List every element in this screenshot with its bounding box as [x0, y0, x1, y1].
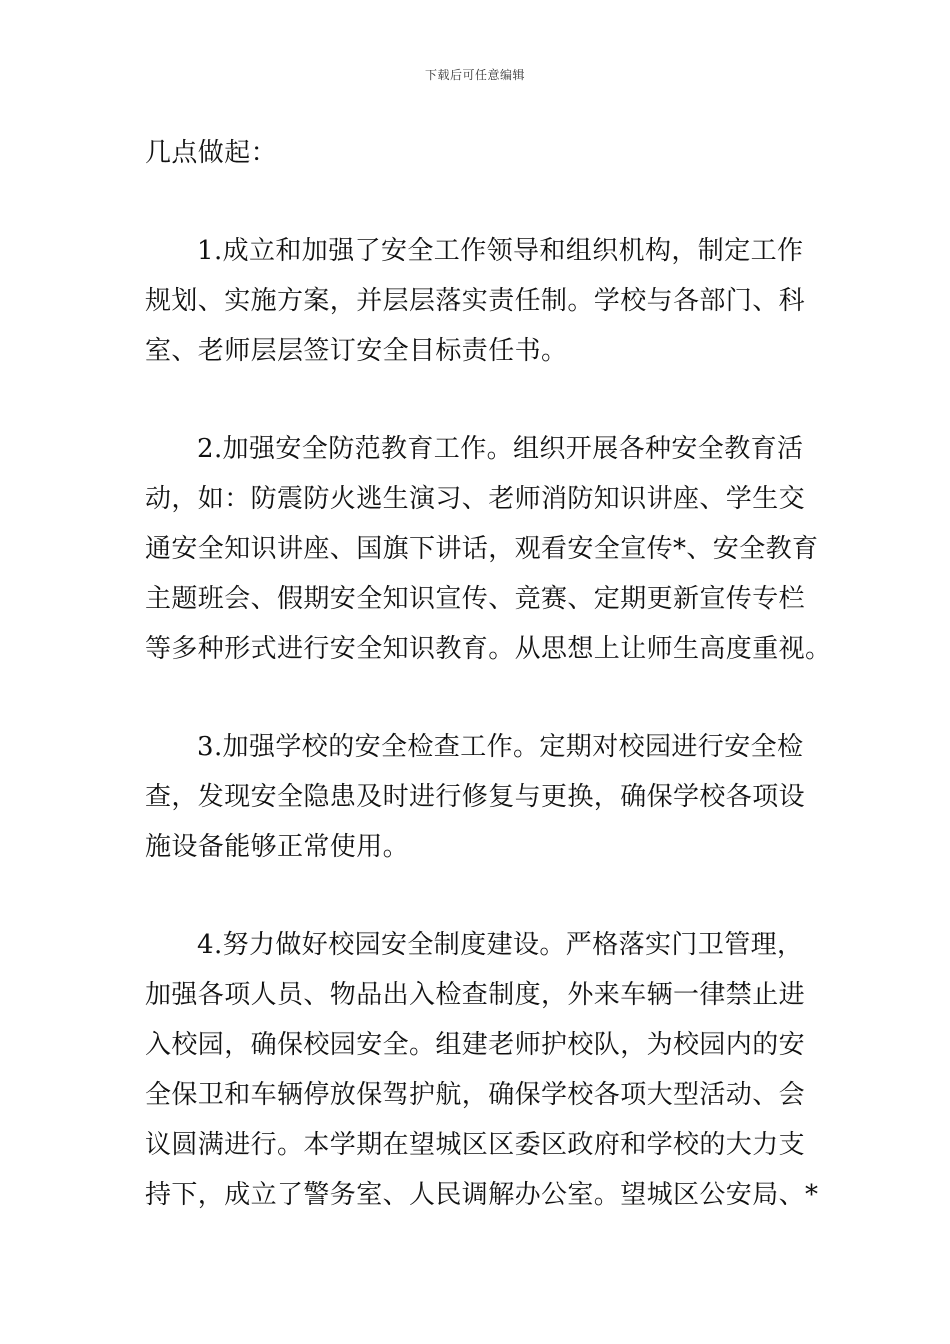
text-line: 入校园，确保校园安全。组建老师护校队，为校园内的安	[145, 1030, 806, 1060]
text-line: 4.努力做好校园安全制度建设。严格落实门卫管理，	[197, 930, 804, 960]
text-line: 3.加强学校的安全检查工作。定期对校园进行安全检	[197, 732, 804, 762]
text-line: 动，如：防震防火逃生演习、老师消防知识讲座、学生交	[145, 484, 806, 514]
text-line: 室、老师层层签订安全目标责任书。	[145, 336, 568, 366]
text-line: 等多种形式进行安全知识教育。从思想上让师生高度重视。	[145, 634, 832, 664]
text-line: 加强各项人员、物品出入检查制度，外来车辆一律禁止进	[145, 980, 806, 1010]
text-line: 1.成立和加强了安全工作领导和组织机构，制定工作	[197, 236, 804, 266]
text-line: 议圆满进行。本学期在望城区区委区政府和学校的大力支	[145, 1130, 806, 1160]
text-line: 通安全知识讲座、国旗下讲话，观看安全宣传*、安全教育	[145, 534, 819, 564]
text-line: 2.加强安全防范教育工作。组织开展各种安全教育活	[197, 434, 804, 464]
text-line: 全保卫和车辆停放保驾护航，确保学校各项大型活动、会	[145, 1080, 806, 1110]
text-line: 施设备能够正常使用。	[145, 832, 410, 862]
text-line: 几点做起：	[145, 138, 278, 168]
text-line: 查，发现安全隐患及时进行修复与更换，确保学校各项设	[145, 782, 806, 812]
text-line: 规划、实施方案，并层层落实责任制。学校与各部门、科	[145, 286, 806, 316]
text-line: 主题班会、假期安全知识宣传、竞赛、定期更新宣传专栏	[145, 584, 806, 614]
text-line: 持下，成立了警务室、人民调解办公室。望城区公安局、*	[145, 1180, 819, 1210]
header-note: 下载后可任意编辑	[424, 68, 525, 82]
